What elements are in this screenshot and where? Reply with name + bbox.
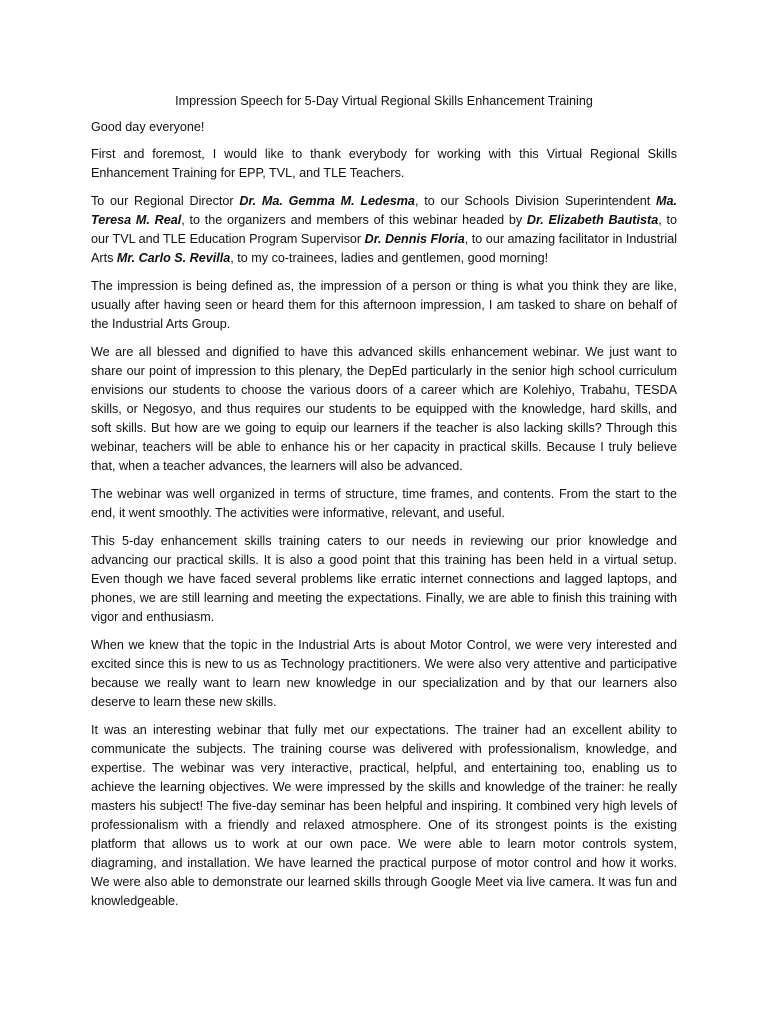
paragraph-evaluation: It was an interesting webinar that fully met our expectations. The trainer had an excellent ability to communicate the subjects. The training course was delivered with professionalism, knowledge, and expertise. The webinar was very interactive, practical, helpful, and entertaining too, enabling us to achieve the learning objectives. We were impressed by the skills and knowledge of the trainer: he really masters his subject! The five-day seminar has been helpful and inspiring. It combined very high levels of professionalism with a friendly and relaxed atmosphere. One of its strongest points is the existing platform that allows us to work at our own pace. We were able to learn motor controls system, diagraming, and installation. We have learned the practical purpose of motor control and how it works. We were also able to demonstrate our learned skills through Google Meet via live camera. It was fun and knowledgeable.: [91, 723, 677, 908]
ack-text-6: , to my co-trainees, ladies and gentlemen, good morning!: [230, 251, 549, 265]
paragraph-definition: The impression is being defined as, the impression of a person or thing is what you think they are like, usually after having seen or heard them for this afternoon impression, I am tasked to share on behalf of the Industrial Arts Group.: [91, 279, 677, 331]
facilitator-name: Mr. Carlo S. Revilla: [116, 251, 231, 265]
ack-text-4: , to our TVL and TLE Education Program Supervisor: [91, 213, 677, 246]
paragraph-thanks: First and foremost, I would like to thank everybody for working with this Virtual Regional Skills Enhancement Training for EPP, TVL, and TLE Teachers.: [91, 147, 677, 180]
superintendent-name: Ma. Teresa M. Real: [91, 194, 677, 227]
ack-text-5: , to our amazing facilitator in Industrial Arts: [91, 232, 677, 265]
paragraph-five-day-training: This 5-day enhancement skills training caters to our needs in reviewing our prior knowledge and advancing our practical skills. It is also a good point that this training has been held in a virtual setup. Even though we have faced several problems like erratic internet connections and lagged laptops, and phones, we are still learning and meeting the expectations. Finally, we are able to finish this training with vigor and enthusiasm.: [91, 534, 677, 624]
supervisor-name: Dr. Dennis Floria: [364, 232, 465, 246]
paragraph-blessed: We are all blessed and dignified to have this advanced skills enhancement webinar. We just want to share our point of impression to this plenary, the DepEd particularly in the senior high school curriculum envisions our students to choose the various doors of a career which are Kolehiyo, Trabahu, TESDA skills, or Negosyo, and thus requires our students to be equipped with the knowledge, hard skills, and soft skills. But how are we going to equip our learners if the teacher is also lacking skills? Through this webinar, teachers will be able to enhance his or her capacity in practical skills. Because I truly believe that, when a teacher advances, the learners will also be advanced.: [91, 345, 677, 473]
paragraph-motor-control: When we knew that the topic in the Industrial Arts is about Motor Control, we were very interested and excited since this is new to us as Technology practitioners. We were also very attentive and participative because we really want to learn new knowledge in our specialization and by that our learners also deserve to learn these new skills.: [91, 638, 677, 709]
paragraph-organization: The webinar was well organized in terms of structure, time frames, and contents. From the start to the end, it went smoothly. The activities were informative, relevant, and useful.: [91, 487, 677, 520]
paragraph-acknowledgements: [91, 192, 677, 268]
ack-text-1: To our Regional Director: [91, 194, 240, 208]
ack-text-3: , to the organizers and members of this webinar headed by: [181, 213, 527, 227]
regional-director-name: Dr. Ma. Gemma M. Ledesma: [239, 194, 415, 208]
greeting: Good day everyone!: [91, 120, 205, 134]
document-title: Impression Speech for 5-Day Virtual Regional Skills Enhancement Training: [175, 94, 593, 108]
ack-text-2: , to our Schools Division Superintendent: [414, 194, 656, 208]
organizer-head-name: Dr. Elizabeth Bautista: [526, 213, 659, 227]
document-body: [91, 93, 677, 920]
